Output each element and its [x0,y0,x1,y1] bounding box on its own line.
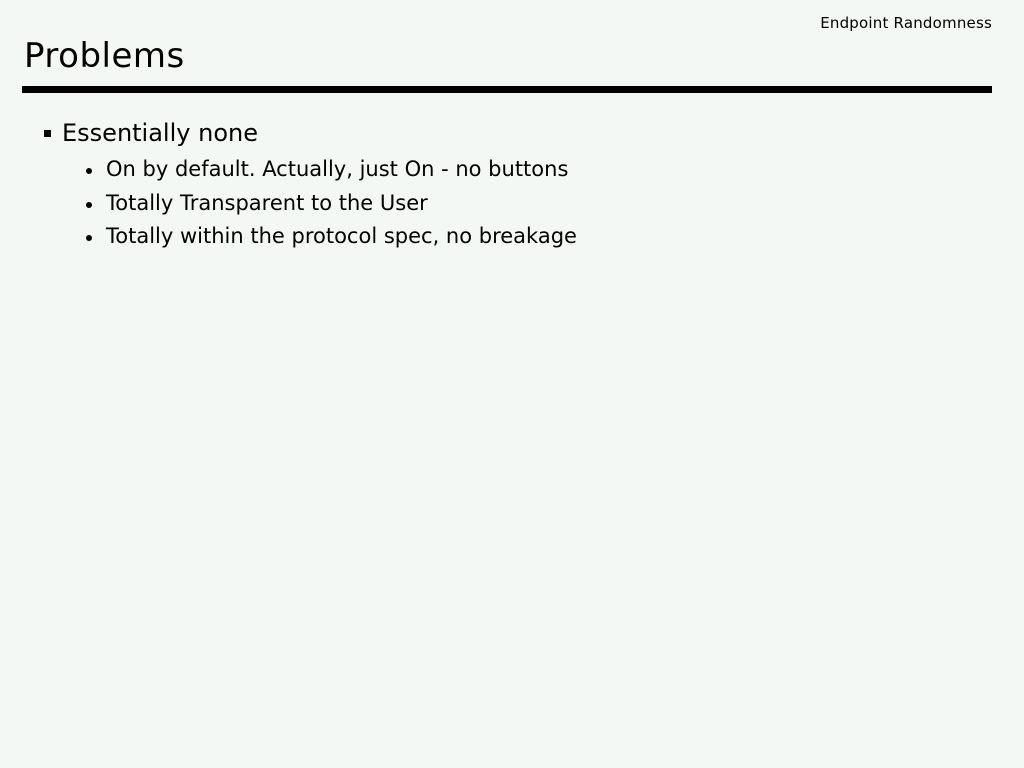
sub-list [40,155,980,252]
list-item-label: On by default. Actually, just On - no buttons [106,156,569,181]
list-item-label: Totally within the protocol spec, no breakage [106,224,577,249]
list-item-label: Totally Transparent to the User [106,190,428,215]
slide-body [40,118,980,256]
list-item [80,155,980,185]
dot-bullet-icon [86,168,92,174]
list-item [80,222,980,252]
page-title: Problems [24,36,185,76]
title-divider [22,86,992,93]
dot-bullet-icon [86,202,92,208]
square-bullet-icon [44,130,51,137]
list-item [40,118,980,149]
running-header: Endpoint Randomness [820,14,992,32]
list-item [80,189,980,219]
dot-bullet-icon [86,235,92,241]
list-item-label: Essentially none [62,119,258,147]
